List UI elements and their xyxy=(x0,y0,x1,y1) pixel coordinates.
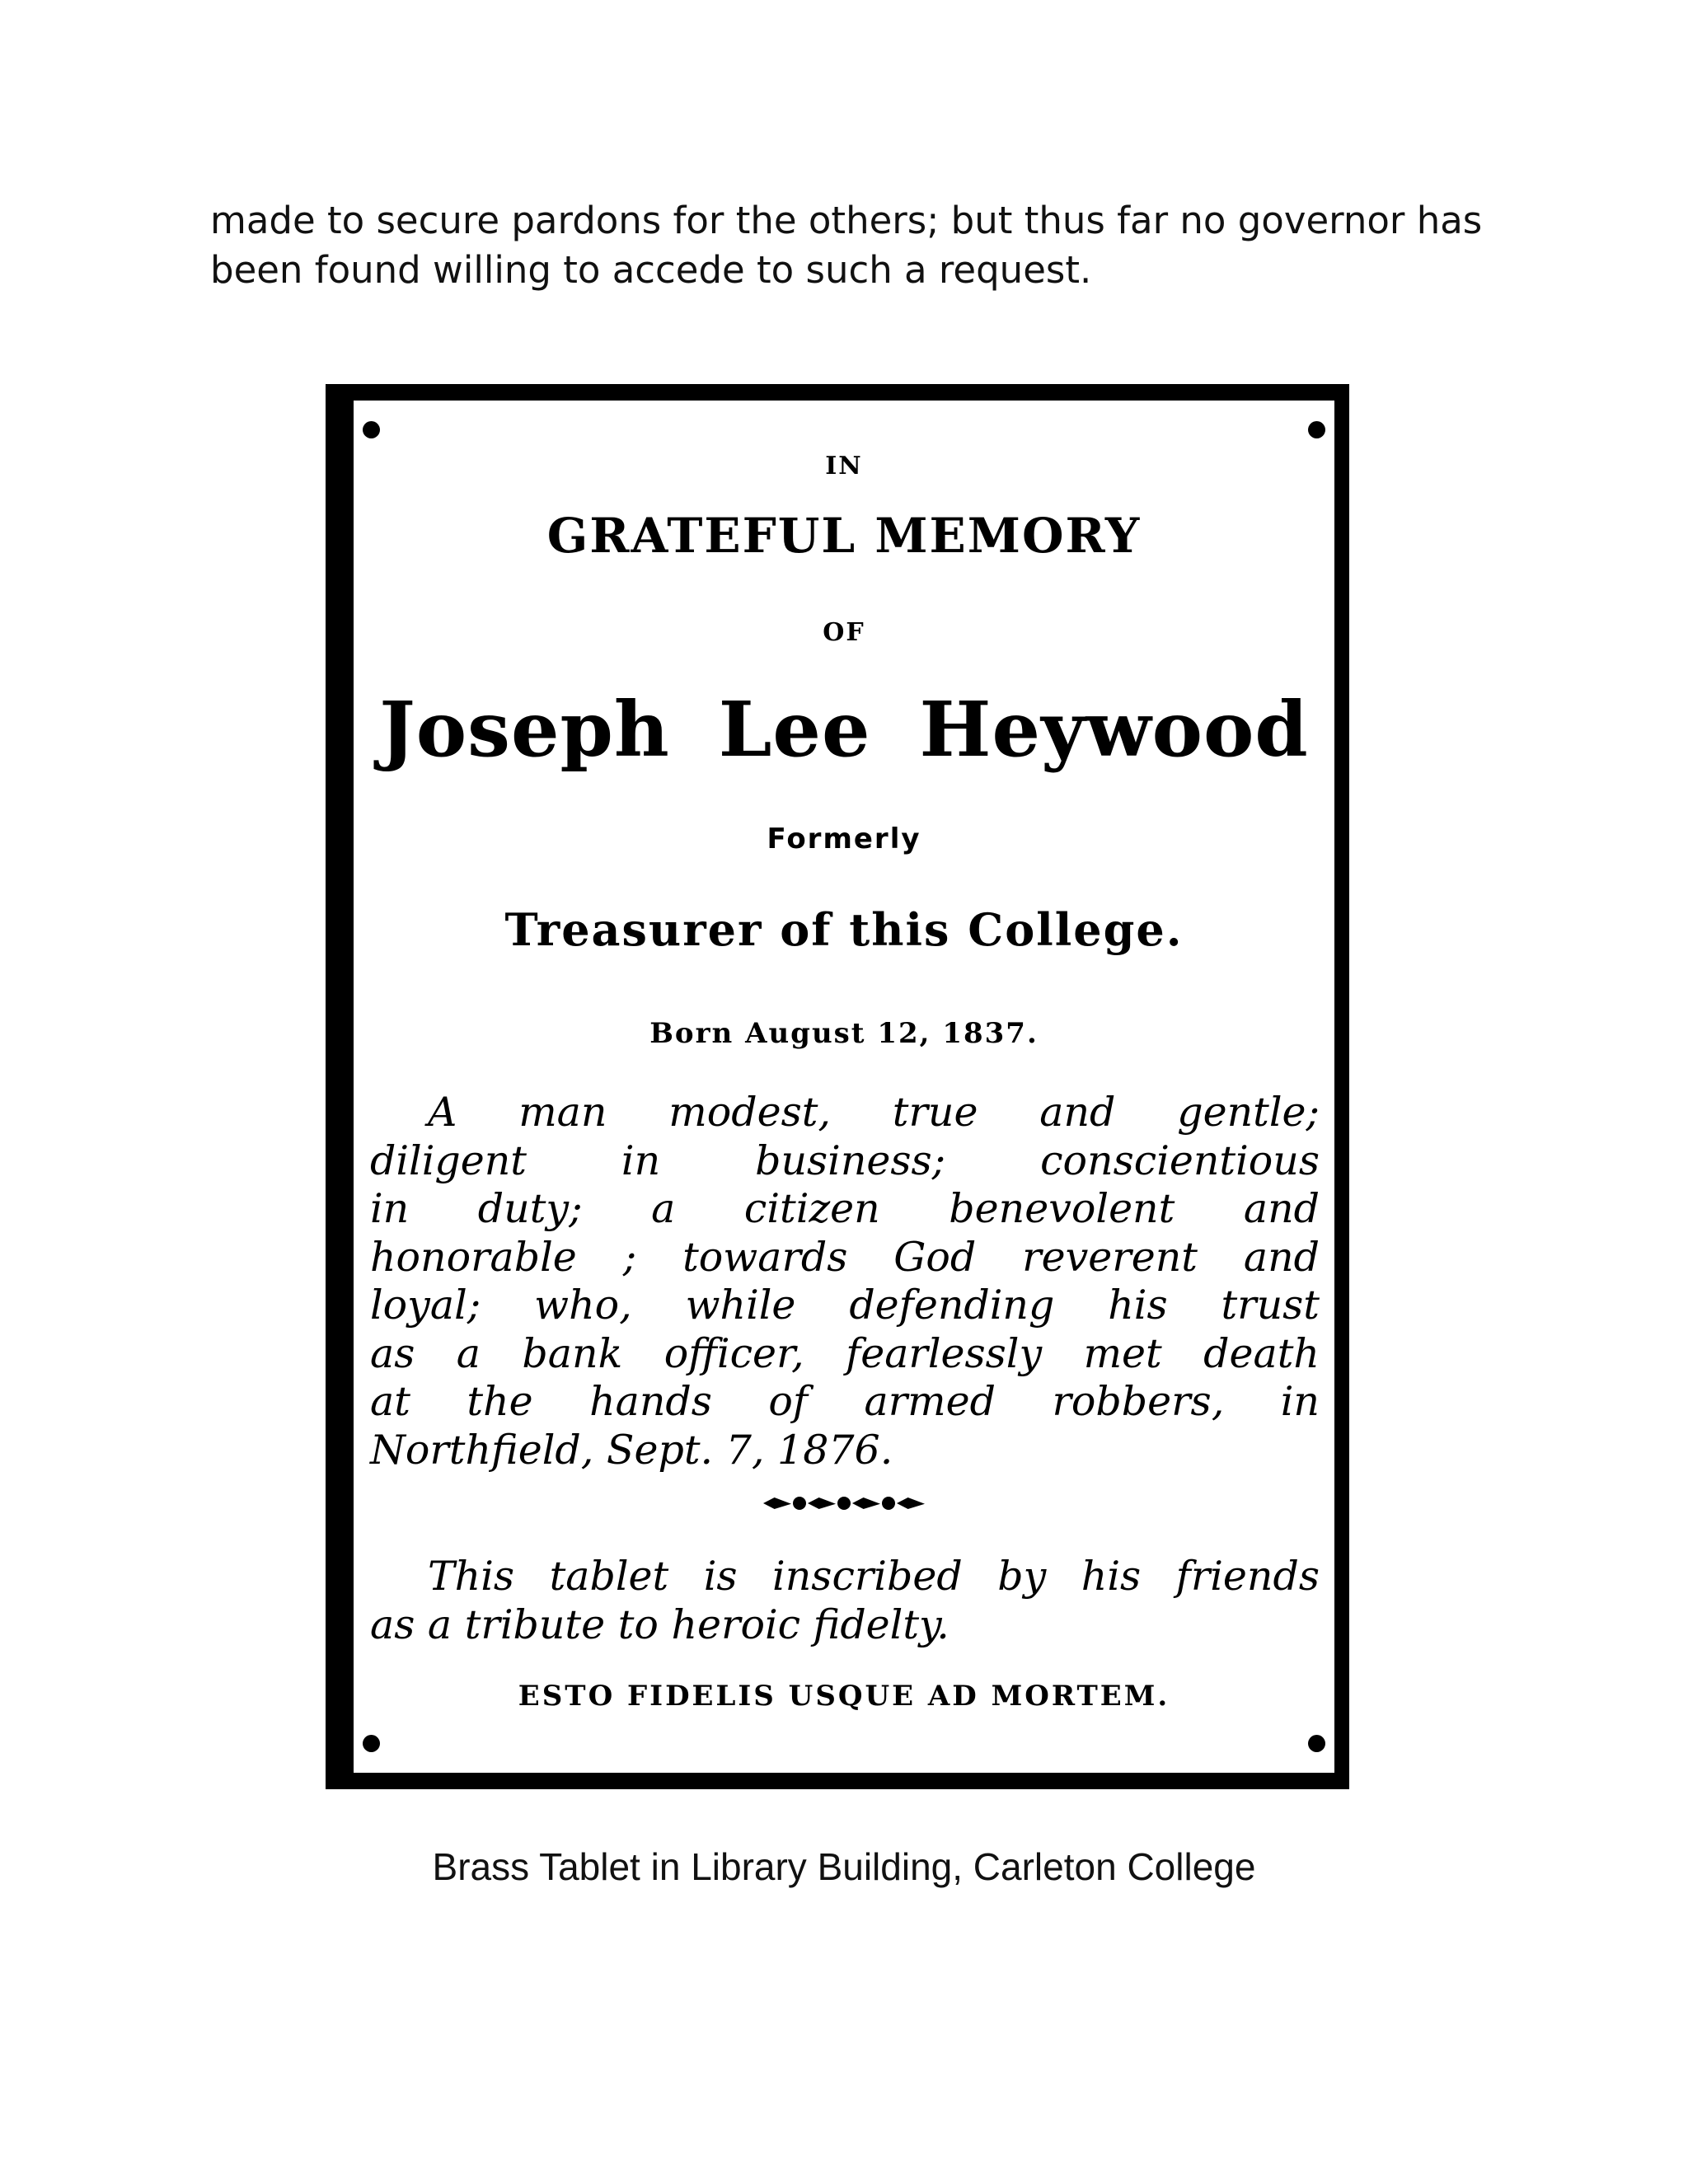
epitaph-line: diligent in business; conscientious xyxy=(370,1137,1320,1184)
tablet-title: Treasurer of this College. xyxy=(504,903,1184,956)
ornament-leaf-icon xyxy=(808,1497,836,1509)
tablet-formerly: Formerly xyxy=(767,823,921,855)
intro-paragraph xyxy=(210,196,1496,295)
epitaph-line: honorable ; towards God reverent and xyxy=(370,1233,1320,1281)
tablet-in: IN xyxy=(825,452,863,480)
tablet-name: Joseph Lee Heywood xyxy=(379,685,1309,774)
ornament-divider xyxy=(354,1497,1334,1510)
memorial-tablet-image xyxy=(326,384,1349,1789)
rivet-icon xyxy=(363,1735,380,1752)
tablet-born-date: Born August 12, 1837. xyxy=(649,1017,1039,1050)
tablet-dedication xyxy=(370,1553,1320,1649)
ornament-leaf-icon xyxy=(763,1497,791,1509)
epitaph-line: A man modest, true and gentle; xyxy=(428,1089,1320,1136)
ornament-dot-icon xyxy=(882,1497,895,1510)
epitaph-line: loyal; who, while defending his trust xyxy=(370,1282,1320,1329)
ornament-dot-icon xyxy=(837,1497,851,1510)
epitaph-line: Northfield, Sept. 7, 1876. xyxy=(370,1426,893,1474)
tablet-epitaph xyxy=(370,1089,1320,1474)
ornament-leaf-icon xyxy=(852,1497,880,1509)
ornament-leaf-icon xyxy=(897,1497,925,1509)
epitaph-line: at the hands of armed robbers, in xyxy=(370,1378,1320,1425)
epitaph-line: in duty; a citizen benevolent and xyxy=(370,1185,1320,1232)
dedication-line: as a tribute to heroic fidelty. xyxy=(370,1601,950,1648)
tablet-of: OF xyxy=(823,618,865,647)
epitaph-line: as a bank officer, fearlessly met death xyxy=(370,1329,1320,1377)
tablet-motto: ESTO FIDELIS USQUE AD MORTEM. xyxy=(518,1680,1170,1713)
dedication-line: This tablet is inscribed by his friends xyxy=(428,1553,1320,1600)
rivet-icon xyxy=(1308,421,1325,438)
rivet-icon xyxy=(1308,1735,1325,1752)
tablet-heading: GRATEFUL MEMORY xyxy=(546,508,1142,564)
rivet-icon xyxy=(363,421,380,438)
ornament-dot-icon xyxy=(793,1497,806,1510)
intro-line: been found willing to accede to such a request. xyxy=(210,248,1092,292)
intro-line: made to secure pardons for the others; but thus far no governor has xyxy=(210,199,1483,242)
figure-caption: Brass Tablet in Library Building, Carleton College xyxy=(432,1845,1256,1888)
